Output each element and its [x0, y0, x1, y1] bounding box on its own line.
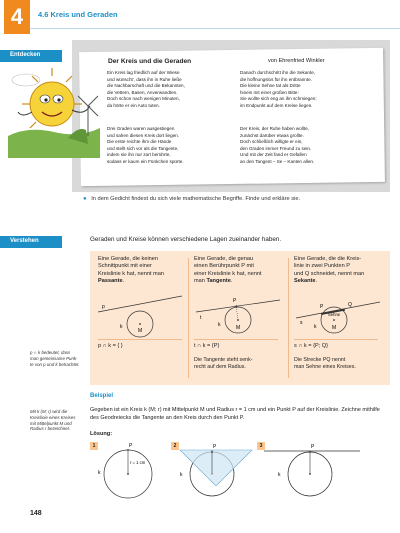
label-tangent-k: k — [218, 322, 221, 328]
case-separator-3 — [294, 339, 378, 340]
step-2-label-p: P — [213, 444, 217, 450]
label-sehne: Sehne — [328, 312, 341, 317]
entdecken-tag: Entdecken — [0, 50, 62, 62]
chapter-number: 4 — [10, 4, 24, 29]
verstehen-intro: Geraden und Kreise können verschiedene Lagen zueinander haben. — [90, 236, 282, 243]
poem-stanza-4: Der Kreis, der Ruhe haben wollte, zunächst darüber etwas grollte. Doch schließlich willigte er ein, den Graden immer Freund zu sein. Und mit der Zeit fand er Gefallen an den Tangent – Se – Kanten allen. — [240, 126, 315, 164]
step-1-label-r: r = 1 cm — [130, 460, 146, 465]
step-1-figure — [94, 440, 174, 502]
step-1-number: 1 — [90, 442, 98, 450]
chapter-number-box — [4, 0, 30, 34]
tangente-figure — [192, 292, 284, 340]
page-number: 148 — [30, 510, 42, 517]
label-k: k — [120, 324, 123, 330]
beispiel-text: Gegeben ist ein Kreis k (M; r) mit Mittelpunkt M und Radius r = 1 cm und ein Punkt P auf der Kreislinie. Zeichne mithilfe des Geodreiecks die Tangente an den Kreis durch den Punkt P. — [90, 407, 380, 421]
sekante-figure — [292, 292, 384, 340]
beispiel-label: Beispiel — [90, 393, 114, 399]
circle-character-illustration — [8, 66, 100, 158]
label-sekante-k: k — [314, 324, 317, 330]
label-t: t — [200, 315, 202, 321]
loesung-label: Lösung: — [90, 431, 113, 437]
label-tangent-m: M — [236, 325, 241, 331]
passante-figure — [94, 292, 186, 340]
case-tangente-note: Die Tangente steht senk- recht auf dem Radius. — [194, 357, 253, 370]
case-divider-1 — [188, 258, 189, 378]
step-3-label-k: k — [278, 472, 281, 478]
case-passante-text: Eine Gerade, die keinen Schnittpunkt mit einer Kreislinie k hat, nennt man Passante. — [98, 256, 164, 285]
case-tangente-text: Eine Gerade, die genau einen Berührpunkt P mit einer Kreislinie k hat, nennt man Tangente. — [194, 256, 262, 285]
step-1-label-k: k — [98, 470, 101, 476]
case-passante-formula: p ∩ k = { } — [98, 343, 123, 349]
verstehen-tag: Verstehen — [0, 236, 62, 248]
label-p: p — [102, 304, 105, 310]
label-sekante-q: Q — [348, 302, 352, 308]
label-sekante-p: P — [320, 304, 324, 310]
section-title: 4.6 Kreis und Geraden — [38, 10, 118, 19]
case-divider-2 — [288, 258, 289, 378]
header-divider — [30, 28, 400, 29]
label-tangent-p: P — [233, 298, 237, 304]
label-s: s — [300, 320, 303, 326]
bullet-dot-icon: ● — [83, 196, 87, 202]
step-3-figure — [262, 440, 362, 502]
term-sekante: Sekante — [294, 278, 316, 285]
poem-stanza-1: Ein Kreis lag friedlich auf der Wiese und wünscht', dass ihn in Ruhe ließe die Nachbarschaft und die Bekannten, die Vettern, Basen, Anverwandten. Doch schon nach wenigen Minuten, da hörte er ein Auto tuten. — [107, 70, 185, 108]
case-sekante-formula: s ∩ k = {P; Q} — [294, 343, 329, 349]
term-passante: Passante — [98, 278, 123, 285]
poem-title: Der Kreis und die Geraden — [108, 58, 192, 65]
step-2-figure — [176, 440, 256, 502]
case-separator-2 — [194, 339, 278, 340]
case-separator-1 — [98, 339, 182, 340]
poem-stanza-3: Danach durchschritt ihn die Sekante, die hoffnungslos für ihn entbrannte. Die kleine Sehne tat als Dritte hinein mit einer großen Bitte: Sie wollte sich eng an ihn schmiegen; im Endpunkt auf dem Kreise liegen. — [240, 70, 317, 108]
poem-author: von Ehrenfried Winkler — [268, 58, 325, 64]
step-3-number: 3 — [257, 442, 265, 450]
side-note-circle-notation: Mit k (M; r) wird die Kreislinie eines Kreises mit Mittelpunkt M und Radius r bezeichnet. — [30, 409, 76, 432]
task-text: In dem Gedicht findest du sich viele mathematische Begriffe. Finde und erkläre sie. — [91, 196, 301, 202]
task-bullet — [83, 196, 300, 202]
step-1-label-p: P — [129, 443, 133, 449]
label-m: M — [138, 328, 143, 334]
case-sekante-text: Eine Gerade, die die Kreis- linie in zwei Punkten P und Q schneidet, nennt man Sekante. — [294, 256, 365, 285]
label-sekante-m: M — [332, 325, 337, 331]
step-2-number: 2 — [171, 442, 179, 450]
case-sekante-note: Die Strecke PQ nennt man Sehne eines Kreises. — [294, 357, 356, 370]
case-tangente-formula: t ∩ k = {P} — [194, 343, 220, 349]
term-tangente: Tangente — [206, 278, 231, 285]
step-3-label-p: P — [311, 444, 315, 450]
poem-stanza-2: Drei Graden waren ausgestiegen und sahen diesen Kreis dort liegen. Die erste reichte ihm die Hände und stellt sich vor als die Tangente, indem sie ihn nur zart berührte, sodass er kaum ein Fünkchen spürte. — [107, 126, 184, 164]
step-2-label-k: k — [180, 472, 183, 478]
side-note-intersection: p ∩ k bedeutet, dass man gemeinsame Punk- te von p und k betrachtet. — [30, 350, 80, 367]
